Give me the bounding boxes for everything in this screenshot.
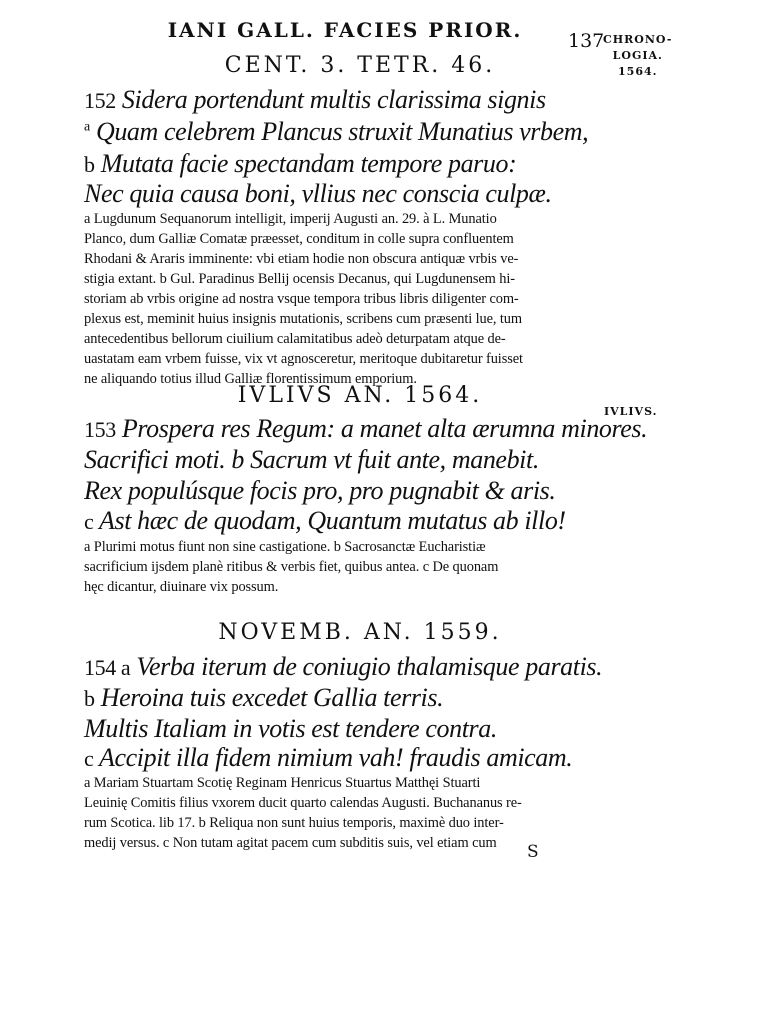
- section-heading: NOVEMB. AN. 1559.: [218, 620, 502, 645]
- verse-number: 154 a: [84, 655, 131, 680]
- margin-note-iulius: IVLIVS.: [604, 405, 658, 418]
- commentary-line: Leuinię Comitis filius vxorem ducit quarto calendas Augusti. Buchananus re-: [84, 795, 522, 811]
- verse-line: [84, 85, 546, 115]
- verse-text: Verba iterum de coniugio thalamisque paratis.: [136, 652, 603, 681]
- verse-line: [84, 743, 572, 773]
- signature-mark: S: [527, 842, 539, 862]
- margin-note-line: LOGIA.: [612, 49, 663, 62]
- commentary-line: plexus est, meminit huius insignis mutationis, scribens cum præsenti lue, tum: [84, 311, 522, 327]
- verse-text: Multis Italiam in votis est tendere contra.: [84, 714, 497, 743]
- verse-line: [84, 714, 497, 744]
- verse-line: [84, 149, 516, 179]
- margin-note-line: CHRONO-: [603, 33, 673, 46]
- verse-text: Mutata facie spectandam tempore paruo:: [100, 149, 517, 178]
- verse-line: [84, 117, 588, 147]
- note-mark: c: [84, 509, 94, 534]
- running-head: IANI GALL. FACIES PRIOR.: [167, 18, 523, 42]
- commentary-line: hęc dicantur, diuinare vix possum.: [84, 579, 279, 595]
- verse-number: 153: [84, 417, 116, 442]
- commentary-line: sacrificium ijsdem planè ritibus & verbis fiet, quibus antea. c De quonam: [84, 559, 499, 575]
- verse-text: Sacrifici moti. b Sacrum vt fuit ante, manebit.: [84, 445, 539, 474]
- section-heading: IVLIVS AN. 1564.: [237, 383, 483, 408]
- note-mark: a: [84, 119, 90, 135]
- commentary: [84, 209, 604, 389]
- commentary-line: rum Scotica. lib 17. b Reliqua non sunt huius temporis, maximè duo inter-: [84, 815, 504, 831]
- commentary-line: a Lugdunum Sequanorum intelligit, imperij Augusti an. 29. à L. Munatio: [84, 211, 497, 227]
- verse-line: [84, 506, 566, 536]
- verse-line: [84, 445, 539, 475]
- verse-line: [84, 683, 443, 713]
- verse-text: Quam celebrem Plancus struxit Munatius vrbem,: [95, 117, 589, 146]
- verse-text: Sidera portendunt multis clarissima signis: [121, 85, 546, 114]
- verse-text: Prospera res Regum: a manet alta ærumna minores.: [121, 414, 648, 443]
- margin-note-line: 1564.: [618, 65, 658, 78]
- verse-text: Ast hæc de quodam, Quantum mutatus ab illo!: [99, 506, 566, 535]
- verse-number: 152: [84, 88, 116, 113]
- commentary-line: stigia extant. b Gul. Paradinus Bellij ocensis Decanus, qui Lugdunensem hi-: [84, 271, 515, 287]
- verse-line: [84, 476, 556, 506]
- verse-text: Accipit illa fidem nimium vah! fraudis amicam.: [99, 743, 573, 772]
- verse-text: Rex populúsque focis pro, pro pugnabit & aris.: [84, 476, 556, 505]
- commentary-line: storiam ab vrbis origine ad nostra vsque tempora tribus libris diligenter com-: [84, 291, 519, 307]
- commentary: [84, 537, 604, 597]
- commentary-line: ne aliquando totius illud Galliæ florentissimum emporium.: [84, 371, 417, 387]
- commentary-line: Rhodani & Araris imminente: vbi etiam hodie non obscura antiquæ vrbis ve-: [84, 251, 519, 267]
- commentary-line: a Mariam Stuartam Scotię Reginam Henricus Stuartus Matthęi Stuarti: [84, 775, 481, 791]
- page-number: 137: [568, 30, 605, 52]
- verse-line: [84, 414, 647, 444]
- commentary-line: uastatam eam vrbem fuisse, vix vt agnosceretur, meritoque dubitaretur fuisset: [84, 351, 523, 367]
- margin-note-chronologia: [603, 32, 672, 80]
- commentary: [84, 773, 604, 853]
- commentary-line: a Plurimi motus fiunt non sine castigatione. b Sacrosanctæ Eucharistiæ: [84, 539, 486, 555]
- note-mark: b: [84, 686, 95, 711]
- verse-line: [84, 179, 552, 209]
- verse-text: Heroina tuis excedet Gallia terris.: [100, 683, 444, 712]
- commentary-line: antecedentibus bellorum ciuilium calamitatibus adeò deturpatam atque de-: [84, 331, 506, 347]
- section-heading: CENT. 3. TETR. 46.: [224, 53, 496, 78]
- commentary-line: medij versus. c Non tutam agitat pacem cum subditis suis, vel etiam cum: [84, 835, 497, 851]
- verse-line: [84, 652, 602, 682]
- verse-text: Nec quia causa boni, vllius nec conscia culpæ.: [84, 179, 552, 208]
- note-mark: b: [84, 152, 95, 177]
- commentary-line: Planco, dum Galliæ Comatæ præesset, conditum in colle supra confluentem: [84, 231, 514, 247]
- note-mark: c: [84, 746, 94, 771]
